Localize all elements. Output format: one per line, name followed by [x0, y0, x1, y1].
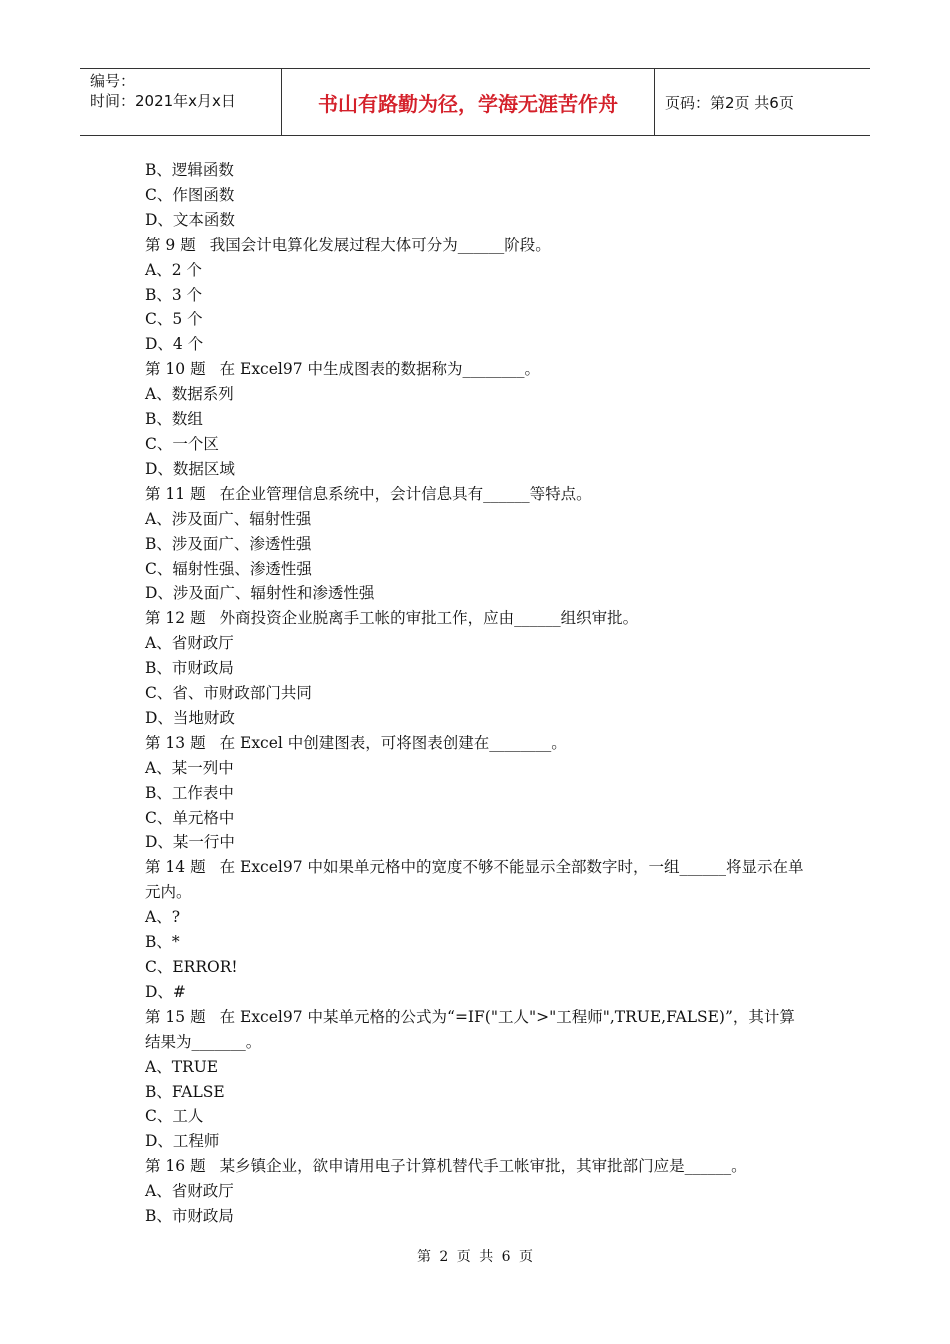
answer-option: A、省财政厅 — [145, 634, 234, 653]
answer-option: A、省财政厅 — [145, 1182, 234, 1201]
question-stem — [145, 606, 810, 631]
answer-option: D、# — [145, 982, 186, 1001]
page-footer — [0, 1246, 950, 1266]
question-stem — [145, 1154, 810, 1179]
footer-gong: 共 — [479, 1249, 494, 1265]
answer-option: D、工程师 — [145, 1132, 220, 1151]
answer-option: B、市财政局 — [145, 1207, 234, 1226]
header-meta — [80, 69, 282, 135]
footer-total-pages: 6 — [501, 1249, 511, 1265]
question-text: 在 Excel 中创建图表，可将图表创建在________。 — [219, 733, 567, 752]
document-time-label: 时间：2021年x月x日 — [90, 92, 236, 110]
footer-page-number: 2 — [439, 1249, 449, 1265]
answer-option: D、涉及面广、辐射性和渗透性强 — [145, 584, 375, 603]
answer-option: D、4 个 — [145, 335, 204, 354]
answer-option: B、* — [145, 933, 180, 952]
answer-option: B、FALSE — [145, 1082, 225, 1101]
question-text: 在 Excel97 中某单元格的公式为“=IF("工人">"工程师",TRUE,FALSE)”，其计算结果为_______。 — [145, 1007, 795, 1051]
answer-option: B、数组 — [145, 410, 203, 429]
answer-option: B、市财政局 — [145, 659, 234, 678]
question-number: 第 10 题 — [145, 360, 206, 379]
answer-option: C、省、市财政部门共同 — [145, 684, 312, 703]
header-motto: 书山有路勤为径，学海无涯苦作舟 — [282, 69, 655, 135]
answer-option: C、作图函数 — [145, 185, 235, 204]
footer-ye: 页 — [456, 1249, 471, 1265]
answer-option: C、一个区 — [145, 434, 219, 453]
answer-option: B、3 个 — [145, 285, 203, 304]
answer-option: A、某一列中 — [145, 758, 234, 777]
answer-option: A、数据系列 — [145, 385, 234, 404]
answer-option: C、辐射性强、渗透性强 — [145, 559, 312, 578]
question-text: 在企业管理信息系统中，会计信息具有______等特点。 — [219, 484, 592, 503]
answer-option: D、当地财政 — [145, 708, 235, 727]
answer-option: B、涉及面广、渗透性强 — [145, 534, 312, 553]
answer-option: A、TRUE — [145, 1057, 219, 1076]
header-page-info: 页码：第2页 共6页 — [665, 93, 794, 112]
question-number: 第 11 题 — [145, 484, 206, 503]
question-stem — [145, 233, 810, 258]
question-text: 在 Excel97 中如果单元格中的宽度不够不能显示全部数字时，一组______将显示在单元内。 — [145, 858, 804, 902]
answer-option: A、2 个 — [145, 260, 202, 279]
question-stem — [145, 731, 810, 756]
question-list — [145, 158, 810, 1229]
question-stem — [145, 855, 810, 905]
question-number: 第 12 题 — [145, 609, 206, 628]
question-text: 我国会计电算化发展过程大体可分为______阶段。 — [209, 235, 551, 254]
question-number: 第 13 题 — [145, 733, 206, 752]
question-number: 第 15 题 — [145, 1007, 206, 1026]
answer-option: C、ERROR! — [145, 958, 238, 976]
answer-option: A、涉及面广、辐射性强 — [145, 509, 312, 528]
document-number-label: 编号： — [90, 72, 136, 90]
answer-option: D、文本函数 — [145, 210, 235, 229]
answer-option: A、? — [145, 908, 181, 927]
question-number: 第 9 题 — [145, 235, 196, 254]
answer-option: C、工人 — [145, 1107, 204, 1126]
answer-option: C、5 个 — [145, 310, 203, 329]
answer-option: B、逻辑函数 — [145, 161, 234, 179]
question-stem — [145, 357, 810, 382]
question-number: 第 16 题 — [145, 1157, 206, 1176]
answer-option: D、某一行中 — [145, 833, 235, 852]
question-number: 第 14 题 — [145, 858, 206, 877]
answer-option: C、单元格中 — [145, 808, 235, 827]
answer-option: B、工作表中 — [145, 783, 234, 802]
question-text: 某乡镇企业，欲申请用电子计算机替代手工帐审批，其审批部门应是______。 — [219, 1157, 747, 1176]
question-stem — [145, 1005, 810, 1055]
footer-ye-end: 页 — [519, 1249, 534, 1265]
footer-di: 第 — [416, 1249, 431, 1265]
page-header — [80, 68, 870, 136]
answer-option: D、数据区域 — [145, 459, 235, 478]
question-stem — [145, 482, 810, 507]
question-text: 在 Excel97 中生成图表的数据称为________。 — [219, 360, 541, 379]
question-text: 外商投资企业脱离手工帐的审批工作，应由______组织审批。 — [219, 609, 639, 628]
